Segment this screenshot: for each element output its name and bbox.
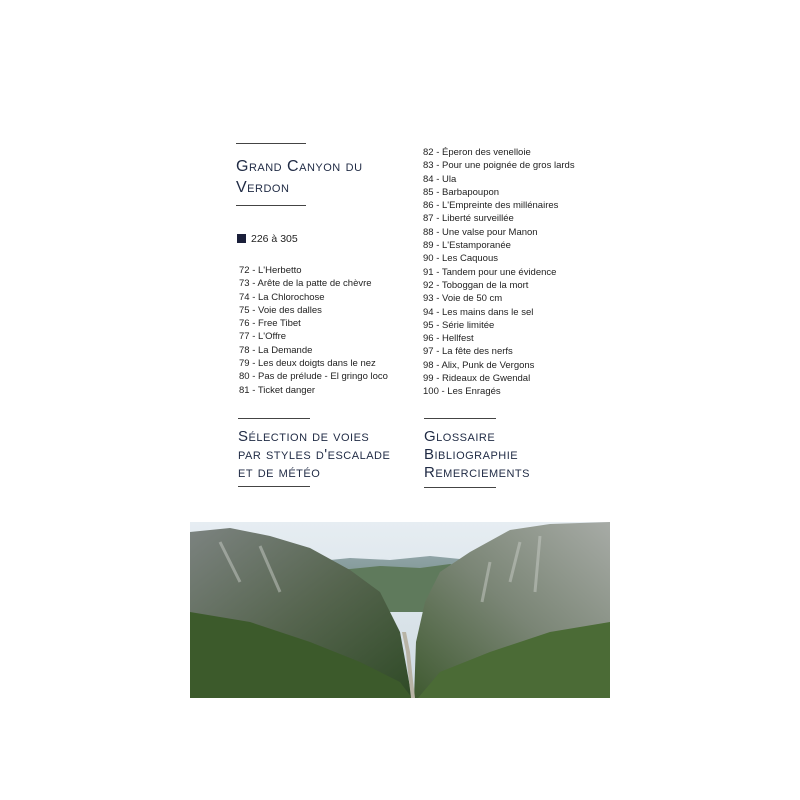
route-item: 94 - Les mains dans le sel [423,306,534,318]
page-range-text: 226 à 305 [251,233,298,245]
route-item: 86 - L'Empreinte des millénaires [423,200,559,212]
route-item: 78 - La Demande [239,344,313,356]
route-item: 79 - Les deux doigts dans le nez [239,358,376,370]
selection-heading [238,428,390,482]
route-item: 72 - L'Herbetto [239,265,302,276]
route-item: 98 - Alix, Punk de Vergons [423,359,535,371]
route-item: 95 - Série limitée [423,319,495,331]
route-item: 87 - Liberté surveillée [423,213,514,225]
route-item: 90 - Les Caquous [423,253,498,265]
section-title-line1: Grand Canyon du [236,158,363,175]
selection-heading-line2: par styles d'escalade [238,446,391,463]
selection-top-rule [238,418,310,419]
glossary-bottom-rule [424,487,496,488]
route-item: 83 - Pour une poignée de gros lards [423,160,575,172]
route-item: 93 - Voie de 50 cm [423,293,503,305]
title-top-rule [236,143,306,144]
section-title [236,156,363,198]
route-item: 89 - L'Estamporanée [423,240,511,252]
section-title-line2: Verdon [236,179,290,196]
route-item: 82 - Éperon des venelloie [423,147,531,158]
title-bottom-rule [236,205,306,206]
route-item: 76 - Free Tibet [239,318,301,330]
routes-right-list [423,146,575,399]
glossary-heading-line3: Remerciements [424,464,530,481]
route-item: 80 - Pas de prélude - El gringo loco [239,371,388,383]
selection-bottom-rule [238,486,310,487]
route-item: 91 - Tandem pour une évidence [423,266,557,278]
route-item: 74 - La Chlorochose [239,291,325,303]
glossary-heading [424,428,530,482]
route-item: 77 - L'Offre [239,331,287,343]
route-item: 73 - Arête de la patte de chèvre [239,278,372,290]
canyon-photo [190,522,610,698]
route-item: 97 - La fête des nerfs [423,346,513,358]
square-marker-icon [237,234,246,243]
route-item: 81 - Ticket danger [239,384,316,396]
page-range [237,233,298,245]
route-item: 88 - Une valse pour Manon [423,226,538,238]
route-item: 85 - Barbapoupon [423,186,500,198]
glossary-top-rule [424,418,496,419]
routes-left-list [239,264,388,397]
selection-heading-line1: Sélection de voies [238,428,370,445]
glossary-heading-line1: Glossaire [424,428,496,445]
route-item: 84 - Ula [423,173,457,185]
glossary-heading-line2: Bibliographie [424,446,519,463]
route-item: 96 - Hellfest [423,333,474,345]
route-item: 100 - Les Enragés [423,386,501,398]
route-item: 92 - Toboggan de la mort [423,279,529,291]
route-item: 75 - Voie des dalles [239,304,322,316]
route-item: 99 - Rideaux de Gwendal [423,373,531,385]
selection-heading-line3: et de météo [238,464,321,481]
